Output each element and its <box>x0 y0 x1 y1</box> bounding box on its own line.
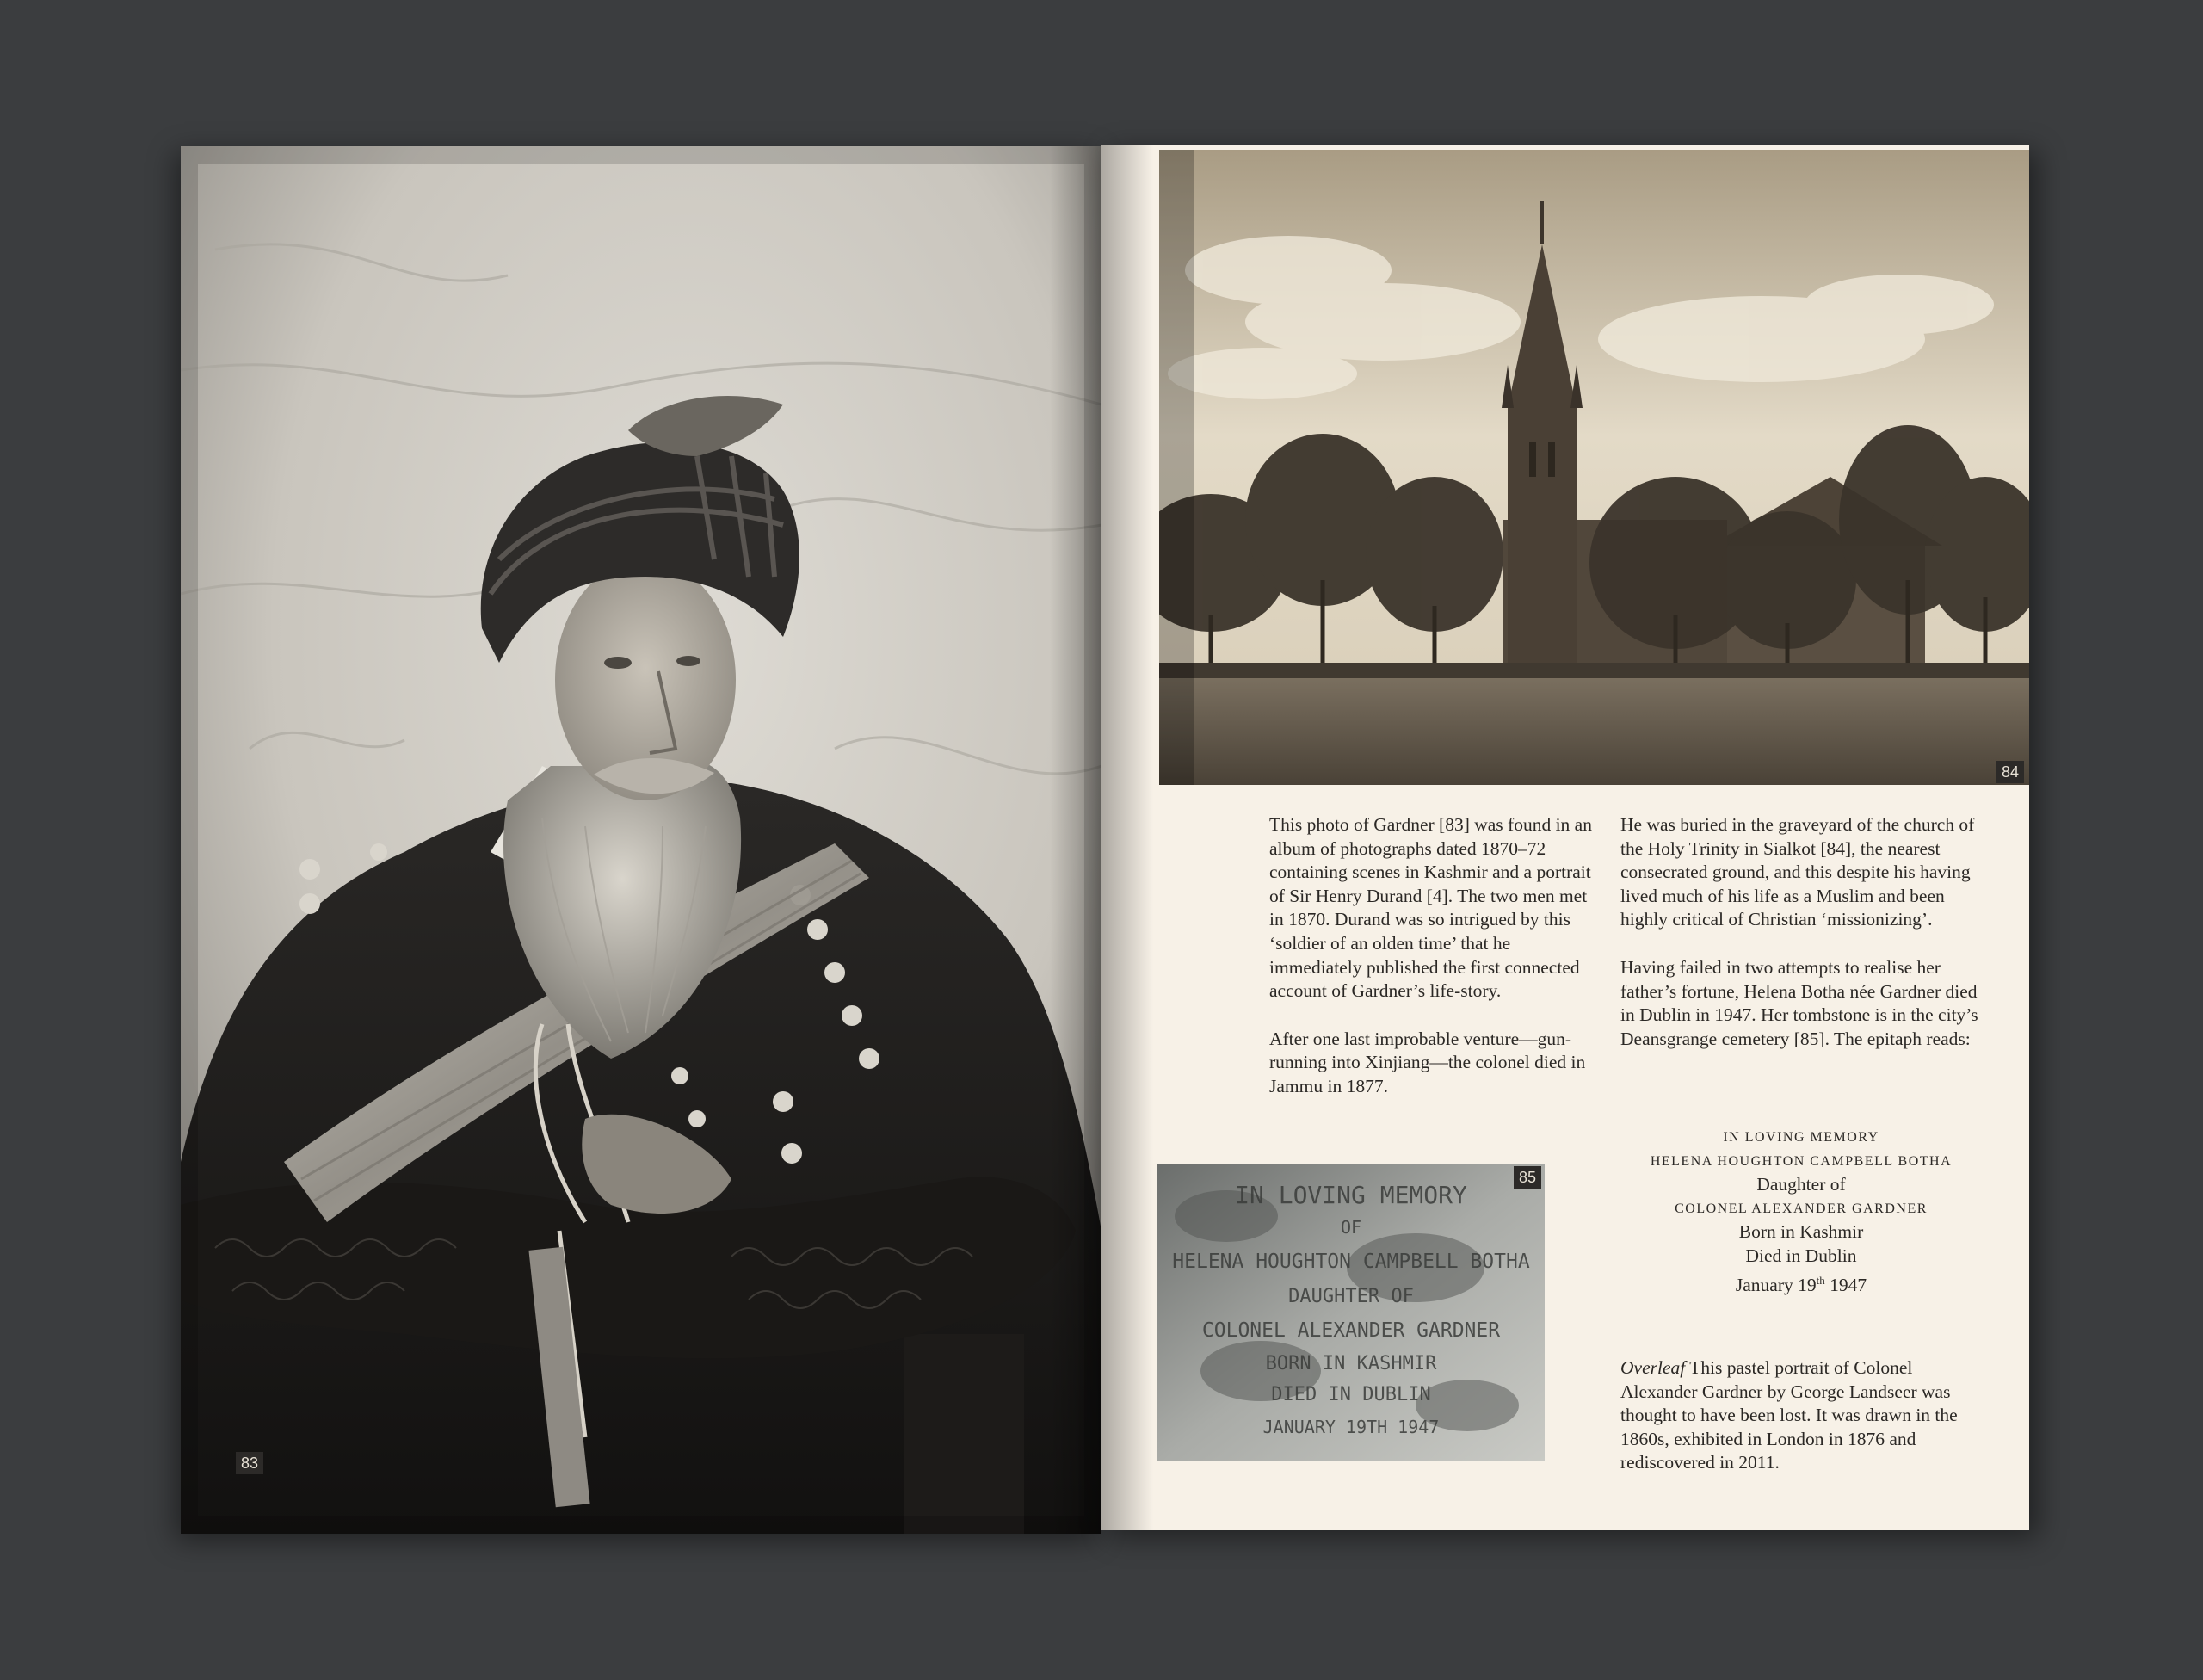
tombstone-text-line3: HELENA HOUGHTON CAMPBELL BOTHA <box>1172 1251 1530 1273</box>
tombstone-text-line1: IN LOVING MEMORY <box>1235 1181 1467 1209</box>
text-column-left <box>1269 813 1601 1123</box>
tombstone-text-line8: JANUARY 19TH 1947 <box>1262 1417 1440 1437</box>
epitaph-date-day: January 19 <box>1735 1274 1817 1295</box>
overleaf-label: Overleaf <box>1620 1357 1686 1378</box>
portrait-photo-gardner <box>181 146 1102 1534</box>
figure-number-85: 85 <box>1514 1166 1541 1189</box>
paragraph-burial: He was buried in the graveyard of the church of the Holy Trinity in Sialkot [84], the nearest consecrated ground, and this despite his having lived much of his life as a Muslim and been highly critical of Christian ‘missionizing’. <box>1620 814 1975 930</box>
paragraph-helena-botha: Having failed in two attempts to realise her father’s fortune, Helena Botha née Gardner died in Dublin in 1947. Her tombstone is in the city’s Deansgrange cemetery [85]. The epitaph reads: <box>1620 956 1978 1049</box>
figure-number-83: 83 <box>236 1452 263 1474</box>
gutter-shadow-right <box>1102 145 1153 1530</box>
paragraph-colonel-death: After one last improbable venture—gun-running into Xinjiang—the colonel died in Jammu in 1877. <box>1269 1028 1586 1096</box>
epitaph-line-daughter: Daughter of <box>1756 1174 1846 1195</box>
overleaf-text: This pastel portrait of Colonel Alexander Gardner by George Landseer was thought to have been lost. It was drawn in the 1860s, exhibited in London in 1876 and rediscovered in 2011. <box>1620 1357 1958 1473</box>
tombstone-photo <box>1157 1164 1545 1461</box>
paragraph-gardner-photo: This photo of Gardner [83] was found in an album of photographs dated 1870–72 containing scenes in Kashmir and a portrait of Sir Henry Durand [4]. The two men met in 1870. Durand was so intrigued by this ‘soldier of an olden time’ that he immediately published the first connected account of Gardner’s life-story. <box>1269 814 1592 1002</box>
tombstone-text-line2: OF <box>1340 1217 1362 1238</box>
epitaph-date-suffix: th <box>1816 1273 1825 1287</box>
church-photo-sialkot <box>1159 150 2029 785</box>
epitaph-date-year: 1947 <box>1824 1274 1867 1295</box>
overleaf-caption <box>1620 1356 1982 1475</box>
tombstone-text-line5: COLONEL ALEXANDER GARDNER <box>1201 1319 1501 1342</box>
epitaph-line-born: Born in Kashmir <box>1738 1221 1864 1243</box>
tombstone-text-line4: DAUGHTER OF <box>1288 1286 1414 1307</box>
epitaph-line-died: Died in Dublin <box>1745 1245 1857 1266</box>
epitaph-line-name: HELENA HOUGHTON CAMPBELL BOTHA <box>1650 1153 1953 1169</box>
text-column-right <box>1620 813 1982 1075</box>
tombstone-text-line7: DIED IN DUBLIN <box>1271 1384 1431 1405</box>
tombstone-text-line6: BORN IN KASHMIR <box>1265 1353 1437 1374</box>
left-page <box>181 146 1102 1534</box>
book-spread <box>181 145 2022 1530</box>
epitaph-line-father: COLONEL ALEXANDER GARDNER <box>1675 1201 1928 1216</box>
figure-number-84: 84 <box>1996 761 2024 783</box>
epitaph-line-memory: IN LOVING MEMORY <box>1723 1130 1879 1145</box>
right-page <box>1102 145 2029 1530</box>
epitaph-line-date <box>1620 1269 1982 1298</box>
epitaph-block <box>1620 1126 1982 1297</box>
